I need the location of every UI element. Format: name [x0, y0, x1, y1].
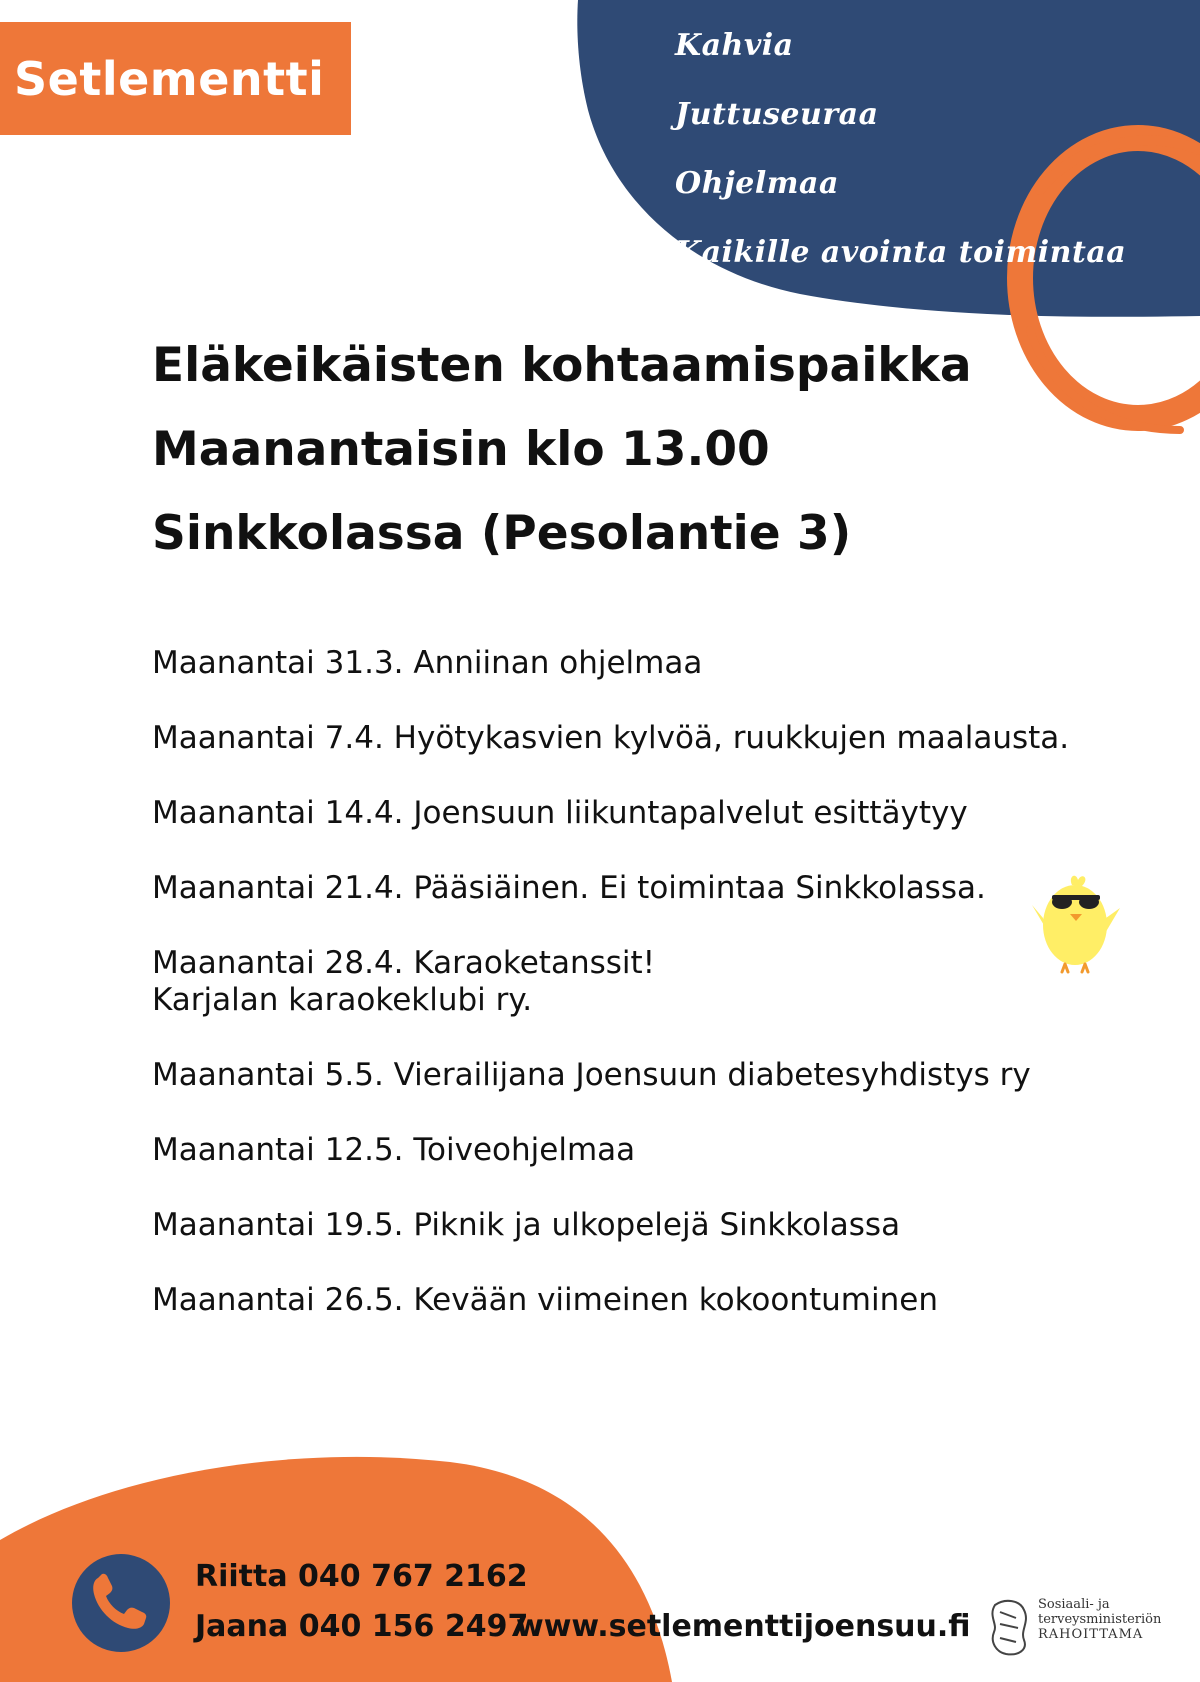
website-link[interactable]: www.setlementtijoensuu.fi	[516, 1609, 971, 1644]
schedule-item-text: Maanantai 7.4. Hyötykasvien kylvöä, ruukkujen maalausta.	[152, 720, 1070, 756]
schedule-item	[152, 1132, 1092, 1169]
schedule-item-subtext: Karjalan karaokeklubi ry.	[152, 982, 533, 1018]
contact-riitta: Riitta 040 767 2162	[195, 1559, 528, 1594]
schedule-item-text: Maanantai 26.5. Kevään viimeinen kokoontuminen	[152, 1282, 938, 1318]
schedule-item	[152, 795, 1092, 832]
schedule-item	[152, 1057, 1092, 1094]
schedule-item-text: Maanantai 5.5. Vierailijana Joensuun diabetesyhdistys ry	[152, 1057, 1031, 1093]
schedule-item	[152, 945, 1092, 1019]
schedule-item	[152, 720, 1092, 757]
tagline: Juttuseuraa	[675, 97, 879, 132]
funder-line: RAHOITTAMA	[1038, 1627, 1144, 1642]
schedule-item-text: Maanantai 31.3. Anniinan ohjelmaa	[152, 645, 703, 681]
headline-place: Sinkkolassa (Pesolantie 3)	[152, 506, 852, 561]
schedule-item	[152, 870, 1092, 907]
headline-title: Eläkeikäisten kohtaamispaikka	[152, 338, 972, 393]
phone-icon	[72, 1554, 170, 1652]
schedule-item	[152, 1282, 1092, 1319]
funder-line: terveysministeriön	[1038, 1612, 1162, 1627]
schedule-item-text: Maanantai 19.5. Piknik ja ulkopelejä Sinkkolassa	[152, 1207, 901, 1243]
contact-jaana: Jaana 040 156 2497	[195, 1609, 529, 1644]
schedule-item	[152, 1207, 1092, 1244]
tagline: Ohjelmaa	[675, 166, 839, 201]
lion-crest-placeholder	[990, 1597, 1030, 1657]
schedule-item-text: Maanantai 28.4. Karaoketanssit!	[152, 945, 656, 981]
tagline: Kaikille avointa toimintaa	[675, 235, 1127, 270]
tagline: Kahvia	[675, 28, 794, 63]
funder-logo	[990, 1597, 1161, 1657]
brand-name: Setlementti	[14, 51, 325, 106]
schedule-item-text: Maanantai 12.5. Toiveohjelmaa	[152, 1132, 636, 1168]
tagline-list	[675, 22, 1126, 298]
brand-logo	[0, 22, 351, 135]
contact-list	[195, 1555, 528, 1655]
headline	[152, 334, 972, 586]
funder-line: Sosiaali- ja	[1038, 1597, 1110, 1612]
schedule-item	[152, 645, 1092, 682]
schedule-item-text: Maanantai 21.4. Pääsiäinen. Ei toimintaa Sinkkolassa.	[152, 870, 986, 906]
schedule-item-text: Maanantai 14.4. Joensuun liikuntapalvelut esittäytyy	[152, 795, 968, 831]
schedule-list	[152, 645, 1092, 1357]
funder-text	[1038, 1597, 1161, 1642]
headline-time: Maanantaisin klo 13.00	[152, 422, 770, 477]
